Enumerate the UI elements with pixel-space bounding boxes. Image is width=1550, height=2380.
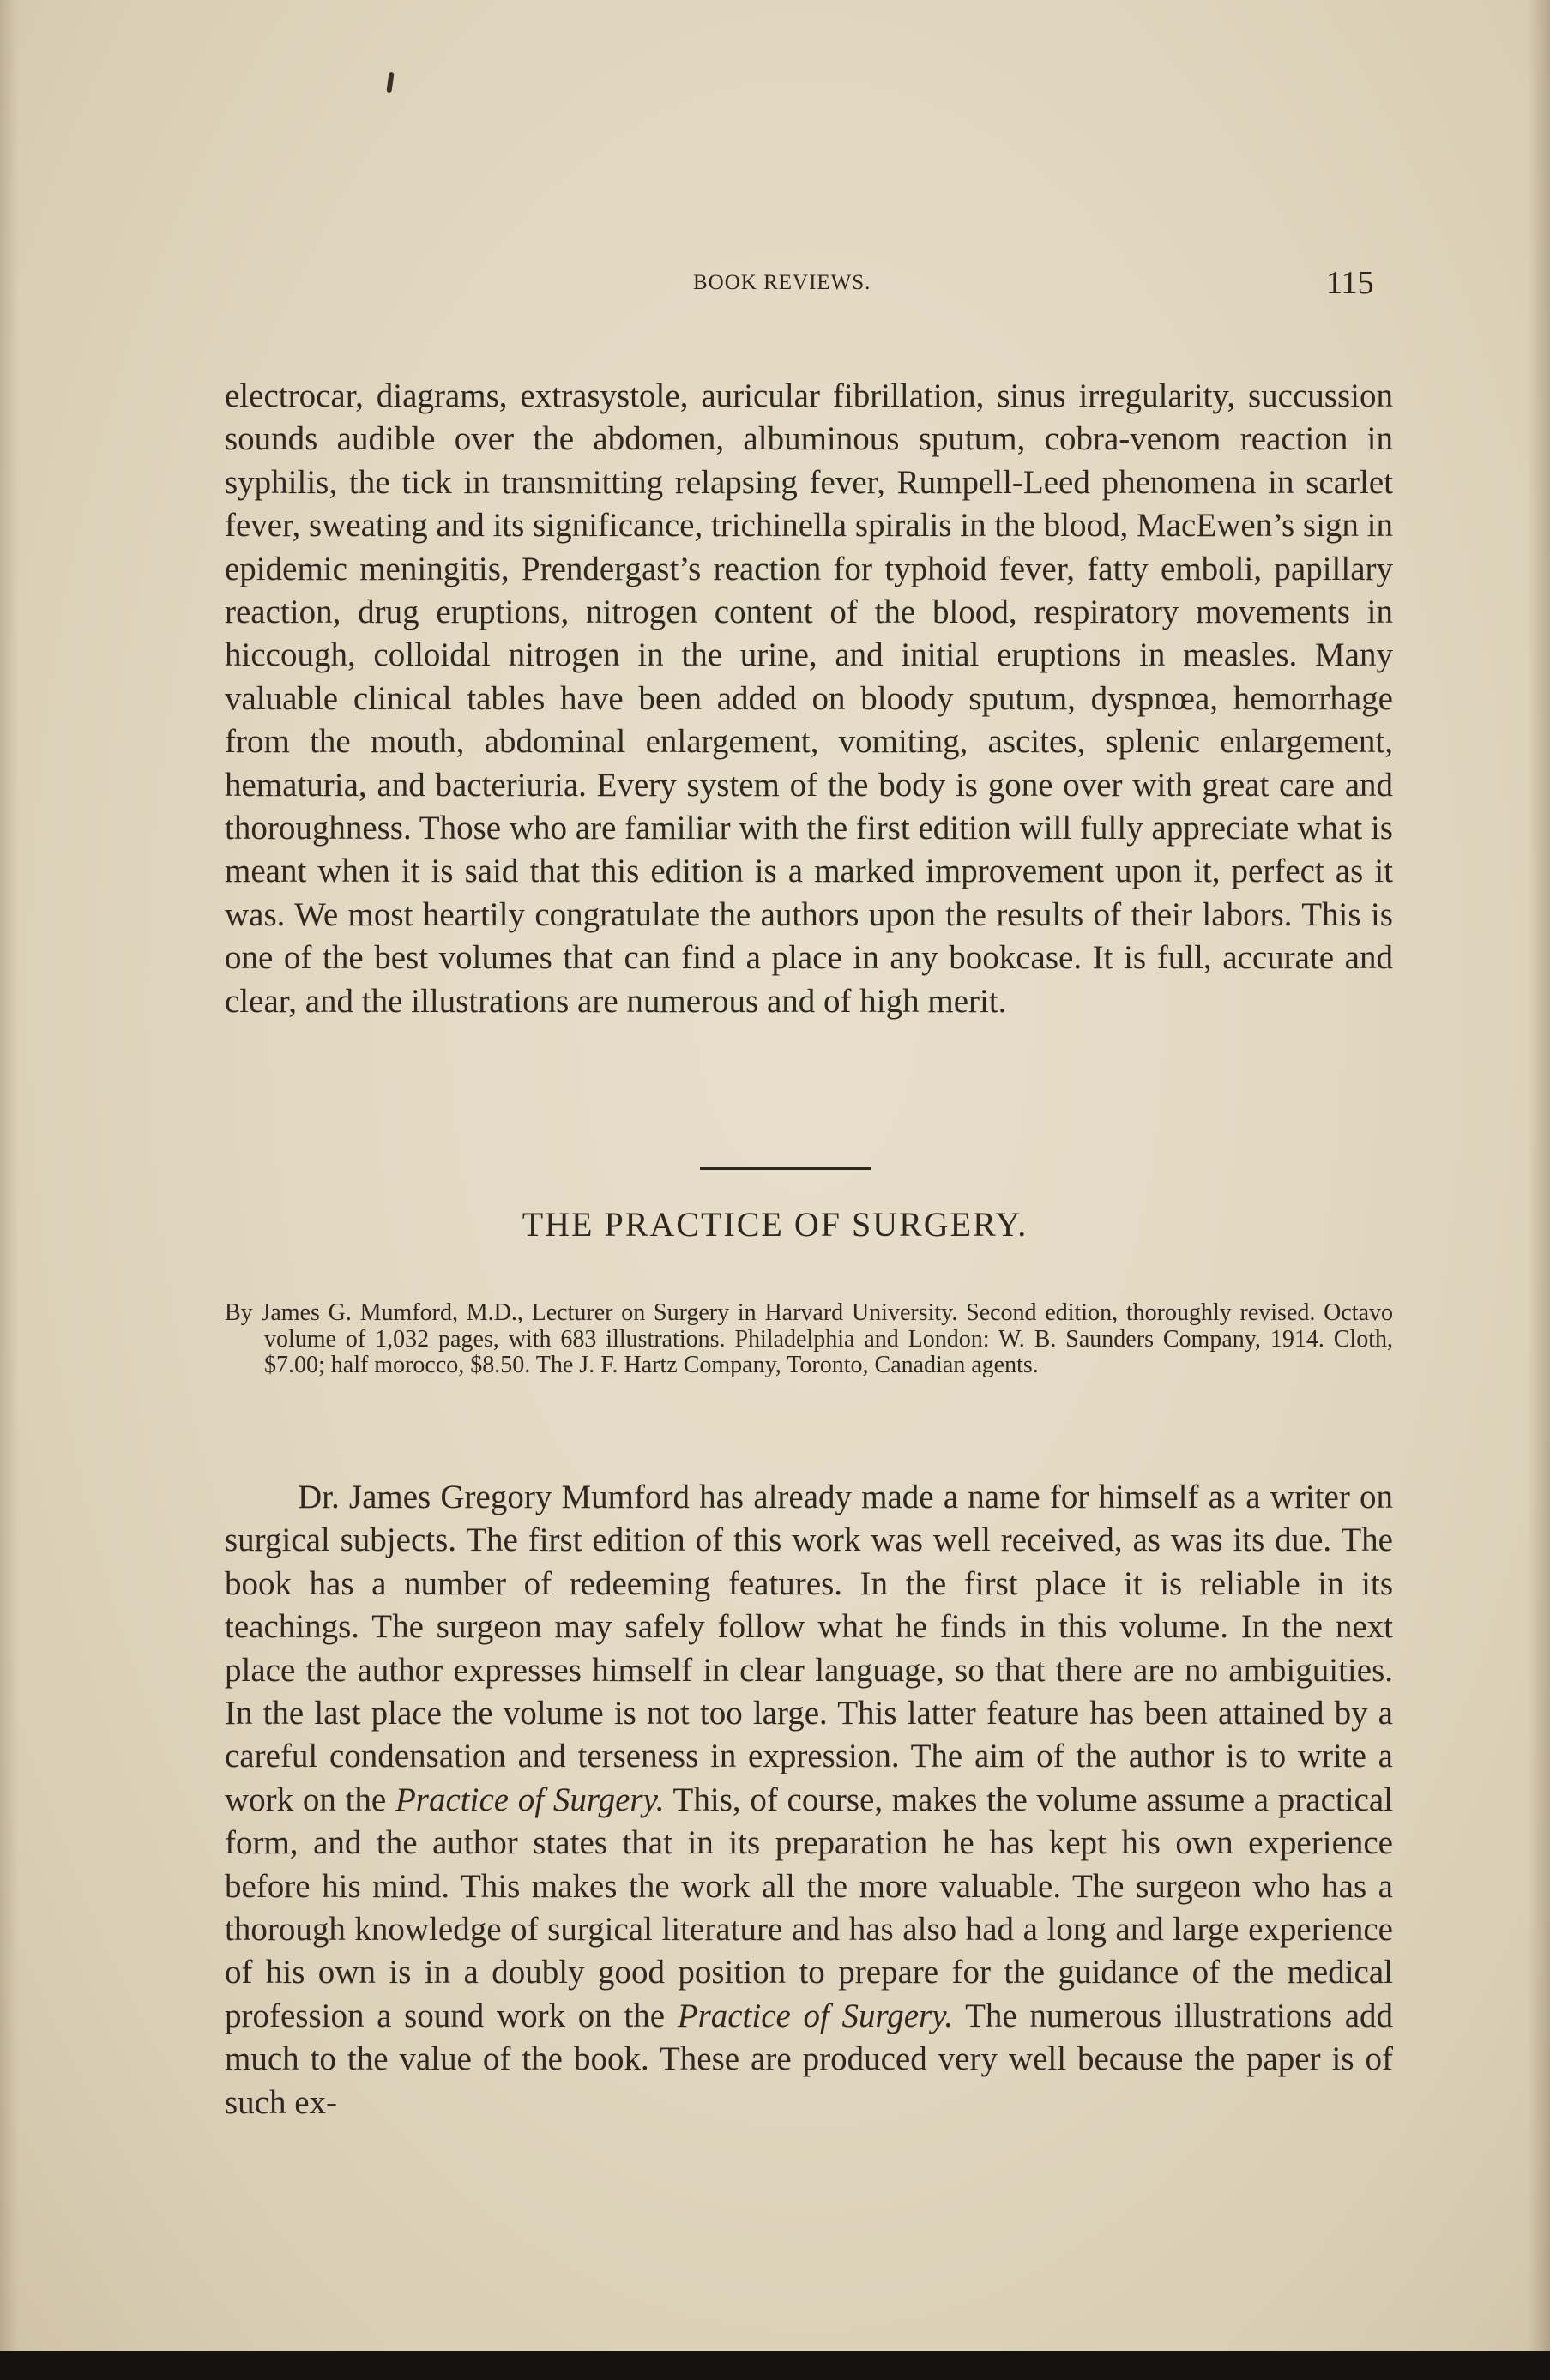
page-number: 115: [1326, 265, 1374, 301]
section-divider: [700, 1167, 871, 1170]
review-text-part-2: This, of course, makes the volume assume a practical form, and the author states that in its preparation he has kept his own experience before his mind. This makes the work all the more valuable. The surgeon who has a thorough knowledge of surgical literature and has also had a long and large experience of his own is in a doubly good position to prepare for the guidance of the medical profession a sound work on the: [225, 1780, 1394, 2034]
review-citation: By James G. Mumford, M.D., Lecturer on Surgery in Harvard University. Second edition, thoroughly revised. Octavo volume of 1,032 pages, with 683 illustrations. Philadelphia and London: W. B. Saunders Company, 1914. Cloth, $7.00; half morocco, $8.50. The J. F. Hartz Company, Toronto, Canadian agents.: [225, 1299, 1393, 1378]
running-head: BOOK REVIEWS.: [693, 271, 871, 294]
review-paragraph: [225, 1476, 1393, 2124]
continued-review-paragraph: electrocar, diagrams, extrasystole, auricular fibrillation, sinus irregularity, succussion sounds audible over the abdomen, albuminous sputum, cobra-venom reaction in syphilis, the tick in transmitting relapsing fever, Rumpell-Leed phenomena in scarlet fever, sweating and its significance, trichinella spiralis in the blood, MacEwen’s sign in epidemic meningitis, Prendergast’s reaction for typhoid fever, fatty emboli, papillary reaction, drug eruptions, nitrogen content of the blood, respiratory movements in hiccough, colloidal nitrogen in the urine, and initial eruptions in measles. Many valuable clinical tables have been added on bloody sputum, dyspnœa, hemorrhage from the mouth, abdominal enlargement, vomiting, ascites, splenic enlargement, hematuria, and bacteriuria. Every system of the body is gone over with great care and thoroughness. Those who are familiar with the first edition will fully appreciate what is meant when it is said that this edition is a marked improvement upon it, perfect as it was. We most heartily congratulate the authors upon the results of their labors. This is one of the best volumes that can find a place in any bookcase. It is full, accurate and clear, and the illustrations are numerous and of high merit.: [225, 377, 1394, 1020]
review-text-part-1: Dr. James Gregory Mumford has already made a name for himself as a writer on surgical subjects. The first edition of this work was well received, as was its due. The book has a number of redeeming features. In the first place it is reliable in its teachings. The surgeon may safely follow what he finds in this volume. In the next place the author expresses himself in clear language, so that there are no ambiguities. In the last place the volume is not too large. This latter feature has been attained by a careful condensation and terseness in expression. The aim of the author is to write a work on the: [225, 1479, 1393, 1818]
scan-bottom-edge: [0, 2351, 1550, 2380]
review-italic-title-1: Practice of Surgery.: [395, 1780, 665, 1818]
page-shadow-right: [1528, 0, 1550, 2380]
page-shadow-left: [0, 0, 19, 2380]
review-italic-title-2: Practice of Surgery.: [677, 1997, 954, 2034]
review-text-part-3: The numerous illustrations add much to the value of the book. These are produced very well because the paper is of such ex-: [225, 1997, 1394, 2121]
ink-mark: [386, 72, 394, 93]
review-title: THE PRACTICE OF SURGERY.: [522, 1205, 1028, 1244]
